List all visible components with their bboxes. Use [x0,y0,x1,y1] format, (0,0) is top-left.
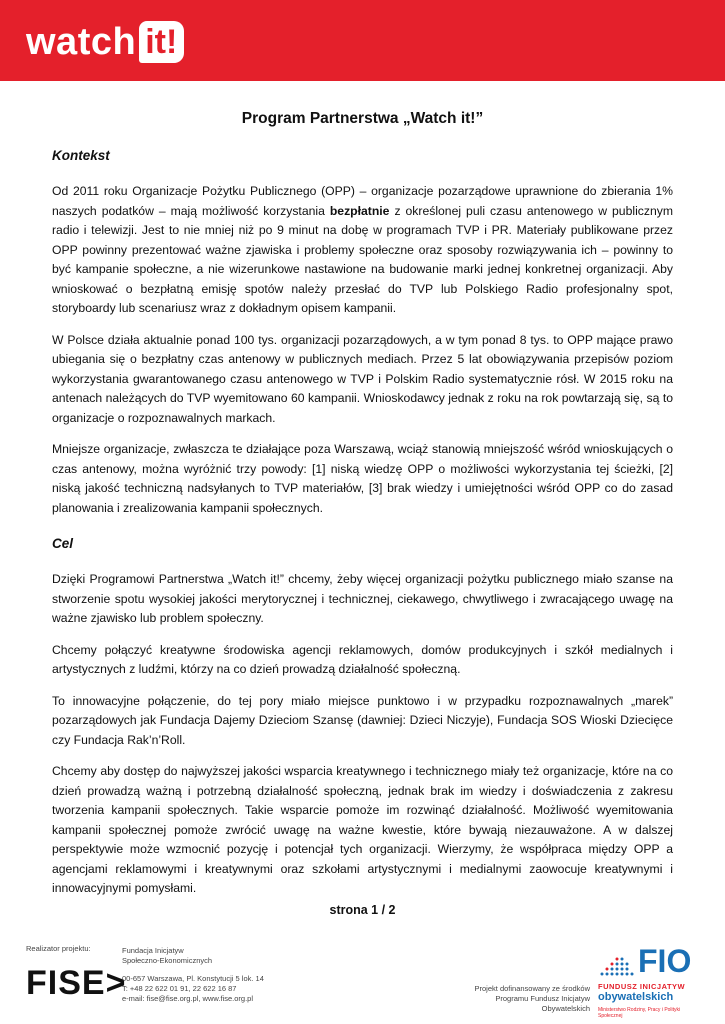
paragraph: Od 2011 roku Organizacje Pożytku Publicznego (OPP) – organizacje pozarządowe uprawnione do zbierania 1% naszych podatków – mają możliwość korzystania bezpłatnie z określonej puli czasu antenowego w publicznym radio i telewizji. Jest to nie mniej niż po 9 minut na dobę w programach TVP i PR. Materiały publikowane przez OPP powinny prezentować ważne zjawiska i problemy społeczne oraz sposoby rozwiązywania ich – powinny to być kampanie społeczne, a nie wizerunkowe nastawione na budowanie marki jednej konkretnej organizacji. Aby wnioskować o bezpłatną emisję spotów należy przesłać do TVP lub Polskiego Radio profesjonalny spot, storyboardy lub scenariusz wraz z dokładnym opisem kampanii. [52,184,673,315]
section-heading-cel: Cel [52,536,74,551]
page-number: strona 1 / 2 [329,903,396,917]
project-funding-note: Projekt dofinansowany ze środków Programu Fundusz Inicjatyw Obywatelskich [474,984,590,1013]
fio-subtitle: FUNDUSZ INICJATYW [598,982,686,991]
fise-logo: FISE> [26,964,127,1002]
paragraph: Mniejsze organizacje, zwłaszcza te działające poza Warszawą, wciąż stanowią mniejszość wśród wnioskujących o czas antenowy, można wyróżnić trzy powody: [1] niską wiedzę OPP o możliwości wykorzystania tej ścieżki, [2] niską jakość techniczną nadsyłanych to TVP materiałów, [3] brak wiedzy i umiejętności wśród OPP co do zasad planowania i zrealizowania kampanii społecznych. [52,442,673,515]
fundacja-name: Fundacja Inicjatyw Społeczno-Ekonomicznych [122,946,213,965]
paragraph: W Polsce działa aktualnie ponad 100 tys. organizacji pozarządowych, a w tym ponad 8 tys. to OPP mające prawo ubiegania się o bezpłatny czas antenowy w publicznych mediach. Przez 5 lat obowiązywania przepisów poziom wykorzystania gwarantowanego czasu antenowego w TVP i Polskim Radio systematycznie rósł. W 2015 roku na antenach należących do TVP wyemitowano 60 kampanii. Wnioskodawcy jednak z roku na rok powtarzają się, są to organizacje o rozpoznawalnych markach. [52,332,673,425]
logo-word: watch [26,21,137,63]
fio-dots-icon [598,950,636,978]
section-heading-kontekst: Kontekst [52,148,110,163]
fise-address: 00-657 Warszawa, Pl. Konstytucji 5 lok. 14 T: +48 22 622 01 91, 22 622 16 87 e-mail: fise@fise.org.pl, www.fise.org.pl [122,974,264,1003]
paragraph: To innowacyjne połączenie, do tej pory miało miejsce punktowo i w przypadku rozpoznawalnych „marek” pozarządowych jak Fundacja Dajemy Dzieciom Szansę (dawniej: Dzieci Niczyje), Fundacja SOS Wioski Dziecięce czy Fundacja Rak’n’Roll. [52,693,673,747]
paragraph: Chcemy połączyć kreatywne środowiska agencji reklamowych, domów produkcyjnych i szkół medialnych i artystycznych z ludźmi, którzy na co dzień prowadzą działalność społeczną. [52,642,673,676]
fio-subtitle-2: obywatelskich [598,991,674,1003]
realizator-label: Realizator projektu: [26,944,91,953]
watch-it-logo [26,20,184,64]
fio-wordmark: FIO [638,943,692,979]
fio-ministry: Ministerstwo Rodziny, Pracy i Polityki Społecznej [598,1007,681,1019]
logo-badge: it! [139,21,184,63]
header-bar [0,0,725,81]
footer [0,936,725,1024]
document-title: Program Partnerstwa „Watch it!” [241,110,484,127]
document-body [52,100,673,911]
paragraph: Dzięki Programowi Partnerstwa „Watch it!” chcemy, żeby więcej organizacji pożytku publicznego miało szanse na stworzenie spotu wysokiej jakości merytorycznej i technicznej, ciekawego, chwytliwego i zwracającego uwagę na ważne zjawisko lub problem społeczny. [52,572,673,625]
paragraph: Chcemy aby dostęp do najwyższej jakości wsparcia kreatywnego i technicznego miały też organizacje, które na co dzień prowadzą ważną i potrzebną działalność społeczną, jednak brak im wiedzy i doświadczenia z zakresu tworzenia kampanii społecznych. Takie wsparcie pomoże im rozwinąć działalność. Możliwość wyemitowania kampanii społecznej pomoże zwrócić uwagę na ważne kwestie, które bywają niezauważone. A w dalszej perspektywie może wzmocnić pozycję i potencjał tych organizacji. Wierzymy, że współpraca między OPP a agencjami reklamowymi i kreatywnymi oraz szkołami artystycznymi i medialnymi zaowocuje kreatywnymi i innowacyjnymi pomysłami. [52,764,673,895]
fio-logo [598,942,702,1020]
